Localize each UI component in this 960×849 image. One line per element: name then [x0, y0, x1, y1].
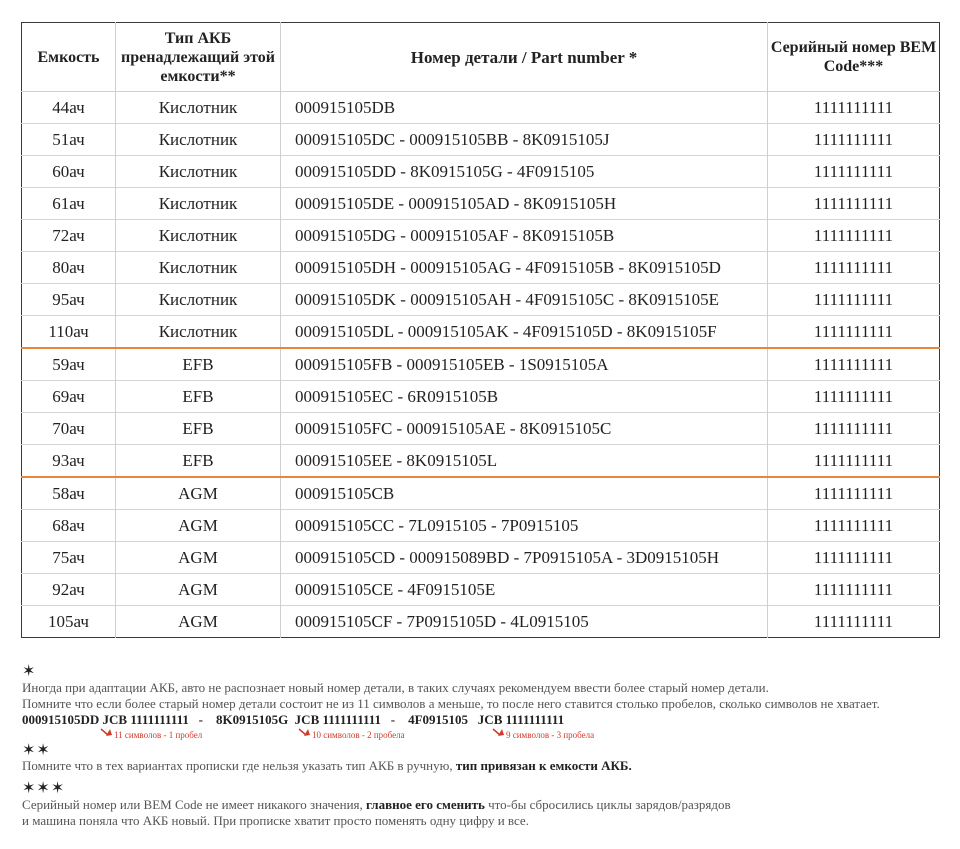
capacity-cell: 58ач: [22, 477, 116, 510]
arrow-up-icon: [100, 728, 114, 740]
table-row: [22, 477, 940, 510]
capacity-cell: 95ач: [22, 284, 116, 316]
capacity-cell: 93ач: [22, 445, 116, 478]
type-cell: AGM: [116, 510, 281, 542]
type-cell: Кислотник: [116, 124, 281, 156]
annotation-2-text: 10 символов - 2 пробела: [312, 730, 405, 740]
type-cell: Кислотник: [116, 156, 281, 188]
annotation-3-text: 9 символов - 3 пробела: [506, 730, 595, 740]
type-cell: Кислотник: [116, 220, 281, 252]
arrow-up-icon: [298, 728, 312, 740]
part-number-cell: 000915105DE - 000915105AD - 8K0915105H: [281, 188, 768, 220]
serial-number-cell: 1111111111: [768, 220, 940, 252]
part-number-cell: 000915105CC - 7L0915105 - 7P0915105: [281, 510, 768, 542]
serial-number-cell: 1111111111: [768, 606, 940, 638]
capacity-cell: 61ач: [22, 188, 116, 220]
table-header-row: [22, 23, 940, 92]
note-1-line-2: Помните что если более старый номер детали состоит не из 11 символов а меньше, то после него ставится столько пробелов, сколько символов не хватает.: [22, 696, 880, 711]
table-row: [22, 542, 940, 574]
note-1-line-1: Иногда при адаптации АКБ, авто не распознает новый номер детали, в таких случаях рекомендуем ввести более старый номер детали.: [22, 680, 769, 695]
serial-number-cell: 1111111111: [768, 348, 940, 381]
type-cell: EFB: [116, 413, 281, 445]
annotation-1-text: 11 символов - 1 пробел: [114, 730, 203, 740]
part-number-cell: 000915105CE - 4F0915105E: [281, 574, 768, 606]
serial-number-cell: 1111111111: [768, 413, 940, 445]
header-serial-number: Серийный номер BEM Code***: [768, 23, 940, 92]
type-cell: Кислотник: [116, 188, 281, 220]
table-row: [22, 92, 940, 124]
note-2-plain: Помните что в тех вариантах прописки где нельзя указать тип АКБ в ручную,: [22, 758, 456, 773]
type-cell: EFB: [116, 445, 281, 478]
serial-number-cell: 1111111111: [768, 92, 940, 124]
serial-number-cell: 1111111111: [768, 477, 940, 510]
table-row: [22, 348, 940, 381]
serial-number-cell: 1111111111: [768, 574, 940, 606]
type-cell: Кислотник: [116, 316, 281, 349]
serial-number-cell: 1111111111: [768, 445, 940, 478]
serial-number-cell: 1111111111: [768, 284, 940, 316]
part-number-cell: 000915105EE - 8K0915105L: [281, 445, 768, 478]
part-number-cell: 000915105DD - 8K0915105G - 4F0915105: [281, 156, 768, 188]
type-cell: AGM: [116, 606, 281, 638]
part-number-cell: 000915105DC - 000915105BB - 8K0915105J: [281, 124, 768, 156]
table-row: [22, 156, 940, 188]
note-2-text: [22, 758, 632, 774]
serial-number-cell: 1111111111: [768, 188, 940, 220]
table-row: [22, 188, 940, 220]
part-number-cell: 000915105CB: [281, 477, 768, 510]
note-3-text: [22, 797, 731, 829]
part-number-cell: 000915105CD - 000915089BD - 7P0915105A - 3D0915105H: [281, 542, 768, 574]
part-number-cell: 000915105EC - 6R0915105B: [281, 381, 768, 413]
table-row: [22, 381, 940, 413]
capacity-cell: 92ач: [22, 574, 116, 606]
table-row: [22, 284, 940, 316]
note-3-plain-2: что-бы сбросились циклы зарядов/разрядов: [484, 797, 731, 812]
serial-number-cell: 1111111111: [768, 316, 940, 349]
capacity-cell: 80ач: [22, 252, 116, 284]
type-cell: AGM: [116, 542, 281, 574]
note-2-marker: ✶✶: [22, 740, 51, 759]
capacity-cell: 72ач: [22, 220, 116, 252]
table-row: [22, 445, 940, 478]
capacity-cell: 69ач: [22, 381, 116, 413]
table-row: [22, 606, 940, 638]
note-1-marker: ✶: [22, 661, 37, 680]
table-row: [22, 510, 940, 542]
capacity-cell: 44ач: [22, 92, 116, 124]
type-cell: Кислотник: [116, 252, 281, 284]
annotation-1: [100, 728, 202, 740]
capacity-cell: 68ач: [22, 510, 116, 542]
table-row: [22, 316, 940, 349]
capacity-cell: 75ач: [22, 542, 116, 574]
type-cell: AGM: [116, 574, 281, 606]
type-cell: AGM: [116, 477, 281, 510]
header-part-number: Номер детали / Part number *: [281, 23, 768, 92]
type-cell: EFB: [116, 348, 281, 381]
table-row: [22, 220, 940, 252]
table-row: [22, 252, 940, 284]
serial-number-cell: 1111111111: [768, 156, 940, 188]
capacity-cell: 59ач: [22, 348, 116, 381]
type-cell: Кислотник: [116, 92, 281, 124]
table-row: [22, 574, 940, 606]
table-row: [22, 413, 940, 445]
serial-number-cell: 1111111111: [768, 542, 940, 574]
part-number-cell: 000915105DB: [281, 92, 768, 124]
note-1-example: 000915105DD JCB 1111111111 - 8K0915105G JCB 1111111111 - 4F0915105 JCB 1111111111: [22, 712, 565, 727]
type-cell: Кислотник: [116, 284, 281, 316]
annotation-3: [492, 728, 594, 740]
capacity-cell: 70ач: [22, 413, 116, 445]
serial-number-cell: 1111111111: [768, 510, 940, 542]
note-2-bold: тип привязан к емкости АКБ.: [455, 758, 632, 773]
serial-number-cell: 1111111111: [768, 252, 940, 284]
part-number-cell: 000915105CF - 7P0915105D - 4L0915105: [281, 606, 768, 638]
note-1-text: [22, 680, 880, 712]
capacity-cell: 110ач: [22, 316, 116, 349]
annotation-2: [298, 728, 405, 740]
part-number-cell: 000915105FC - 000915105AE - 8K0915105C: [281, 413, 768, 445]
header-capacity: Емкость: [22, 23, 116, 92]
serial-number-cell: 1111111111: [768, 124, 940, 156]
part-number-cell: 000915105FB - 000915105EB - 1S0915105A: [281, 348, 768, 381]
type-cell: EFB: [116, 381, 281, 413]
capacity-cell: 51ач: [22, 124, 116, 156]
table-row: [22, 124, 940, 156]
note-3-marker: ✶✶✶: [22, 778, 66, 797]
part-number-cell: 000915105DG - 000915105AF - 8K0915105B: [281, 220, 768, 252]
note-3-plain-1: Серийный номер или BEM Code не имеет никакого значения,: [22, 797, 367, 812]
part-number-cell: 000915105DH - 000915105AG - 4F0915105B - 8K0915105D: [281, 252, 768, 284]
part-number-cell: 000915105DK - 000915105AH - 4F0915105C - 8K0915105E: [281, 284, 768, 316]
note-3-line-2: и машина поняла что АКБ новый. При прописке хватит просто поменять одну цифру и все.: [22, 813, 529, 828]
capacity-cell: 105ач: [22, 606, 116, 638]
serial-number-cell: 1111111111: [768, 381, 940, 413]
part-number-cell: 000915105DL - 000915105AK - 4F0915105D - 8K0915105F: [281, 316, 768, 349]
capacity-cell: 60ач: [22, 156, 116, 188]
battery-table: [21, 22, 940, 638]
header-battery-type: Тип АКБ пренадлежащий этой емкости**: [116, 23, 281, 92]
arrow-up-icon: [492, 728, 506, 740]
note-3-bold: главное его сменить: [366, 797, 485, 812]
